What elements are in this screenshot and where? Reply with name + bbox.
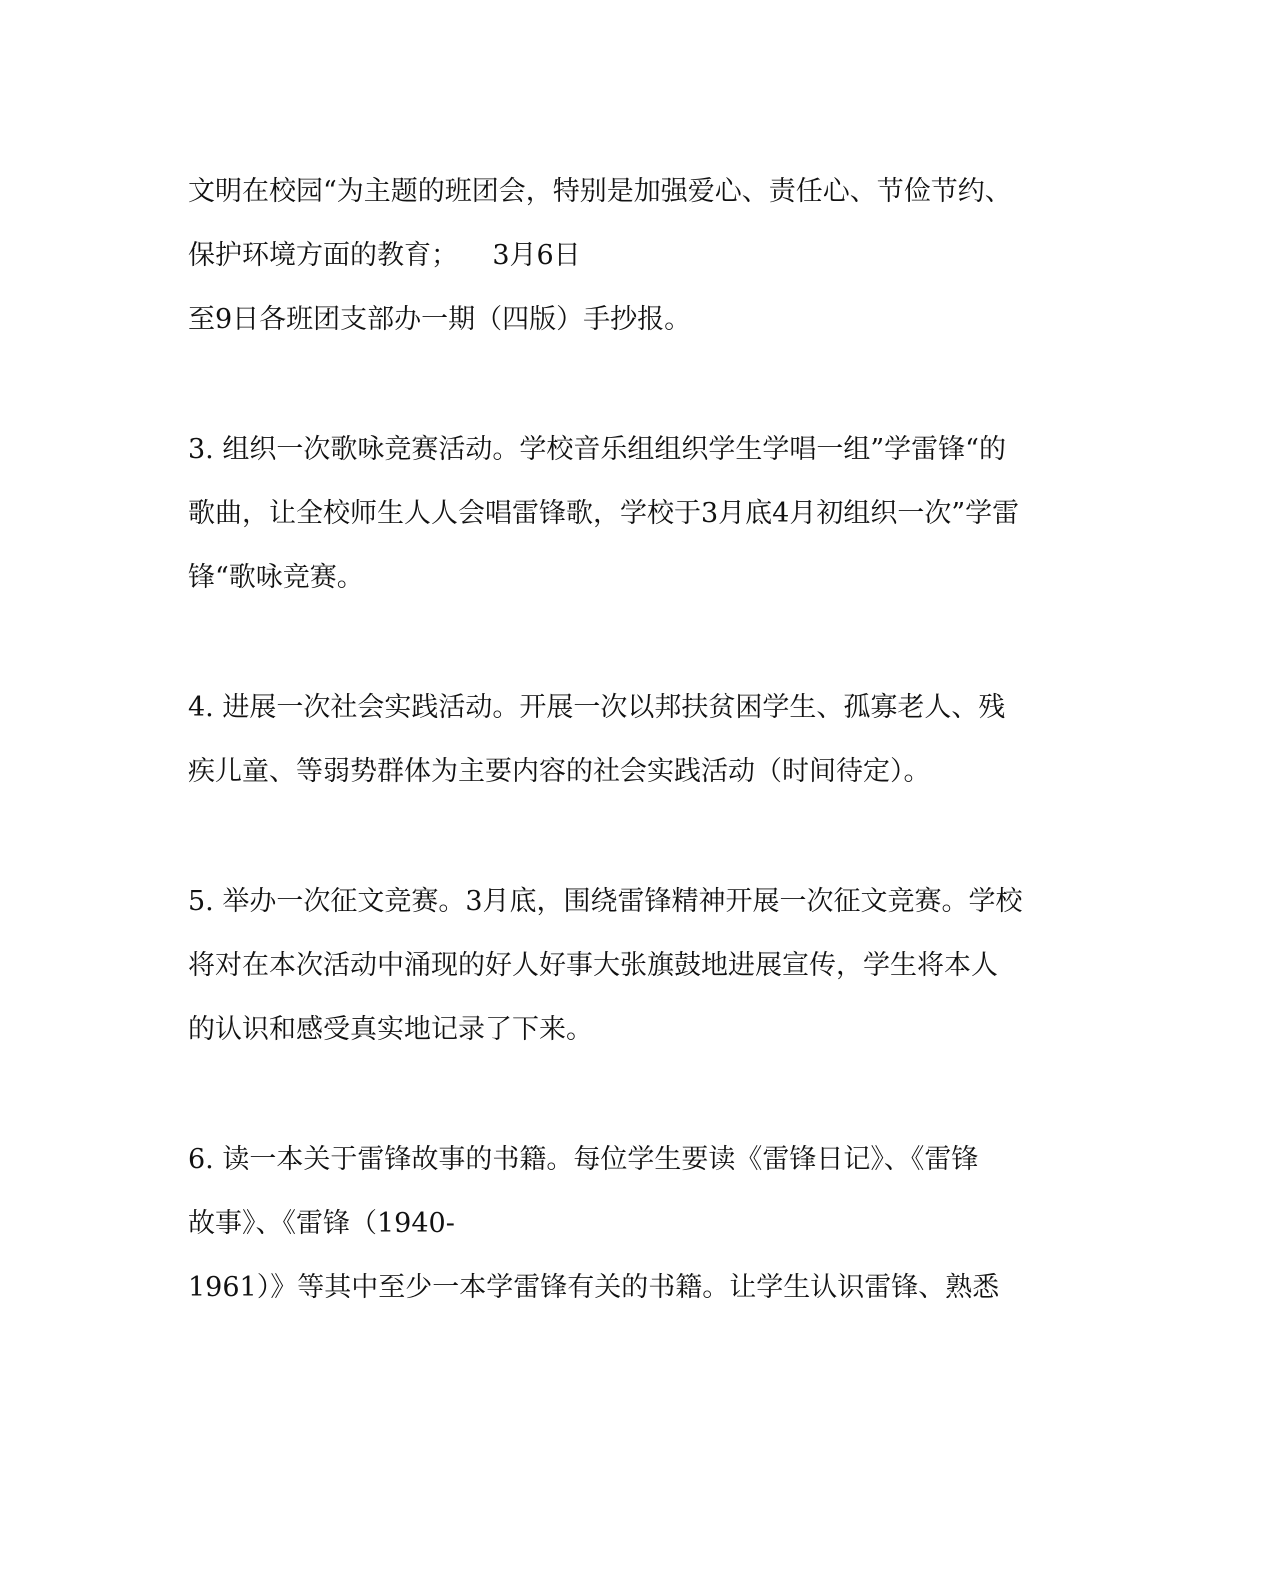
text-line: 1961）》等其中至少一本学雷锋有关的书籍。让学生认识雷锋、熟悉 [188,1272,1000,1303]
paragraph-item-4 [188,680,1078,808]
text-line: 文明在校园“为主题的班团会，特别是加强爱心、责任心、节俭节约、 [188,176,1012,207]
text-line: 的认识和感受真实地记录了下来。 [188,1014,593,1045]
text-line: 4. 进展一次社会实践活动。开展一次以邦扶贫困学生、孤寡老人、残 [188,692,1006,723]
paragraph-item-3 [188,422,1078,614]
text-line: 将对在本次活动中涌现的好人好事大张旗鼓地进展宣传，学生将本人 [188,950,998,981]
document-body [188,164,1078,1324]
text-line: 锋“歌咏竞赛。 [188,562,364,593]
text-line: 歌曲，让全校师生人人会唱雷锋歌，学校于3月底4月初组织一次”学雷 [188,498,1020,529]
paragraph-item-6 [188,1132,1078,1324]
paragraph-spacer [188,614,1078,680]
text-line: 6. 读一本关于雷锋故事的书籍。每位学生要读《雷锋日记》、《雷锋 [188,1144,979,1175]
text-line: 故事》、《雷锋（1940- [188,1208,455,1239]
paragraph-spacer [188,808,1078,874]
text-line: 疾儿童、等弱势群体为主要内容的社会实践活动（时间待定）。 [188,756,931,787]
paragraph-class-meeting [188,164,1078,356]
paragraph-item-5 [188,874,1078,1066]
paragraph-spacer [188,356,1078,422]
text-line: 至9日各班团支部办一期（四版）手抄报。 [188,304,692,335]
text-line: 3. 组织一次歌咏竞赛活动。学校音乐组组织学生学唱一组”学雷锋“的 [188,434,1006,465]
text-line: 5. 举办一次征文竞赛。3月底，围绕雷锋精神开展一次征文竞赛。学校 [188,886,1023,917]
text-line: 保护环境方面的教育； 3月6日 [188,240,581,271]
paragraph-spacer [188,1066,1078,1132]
